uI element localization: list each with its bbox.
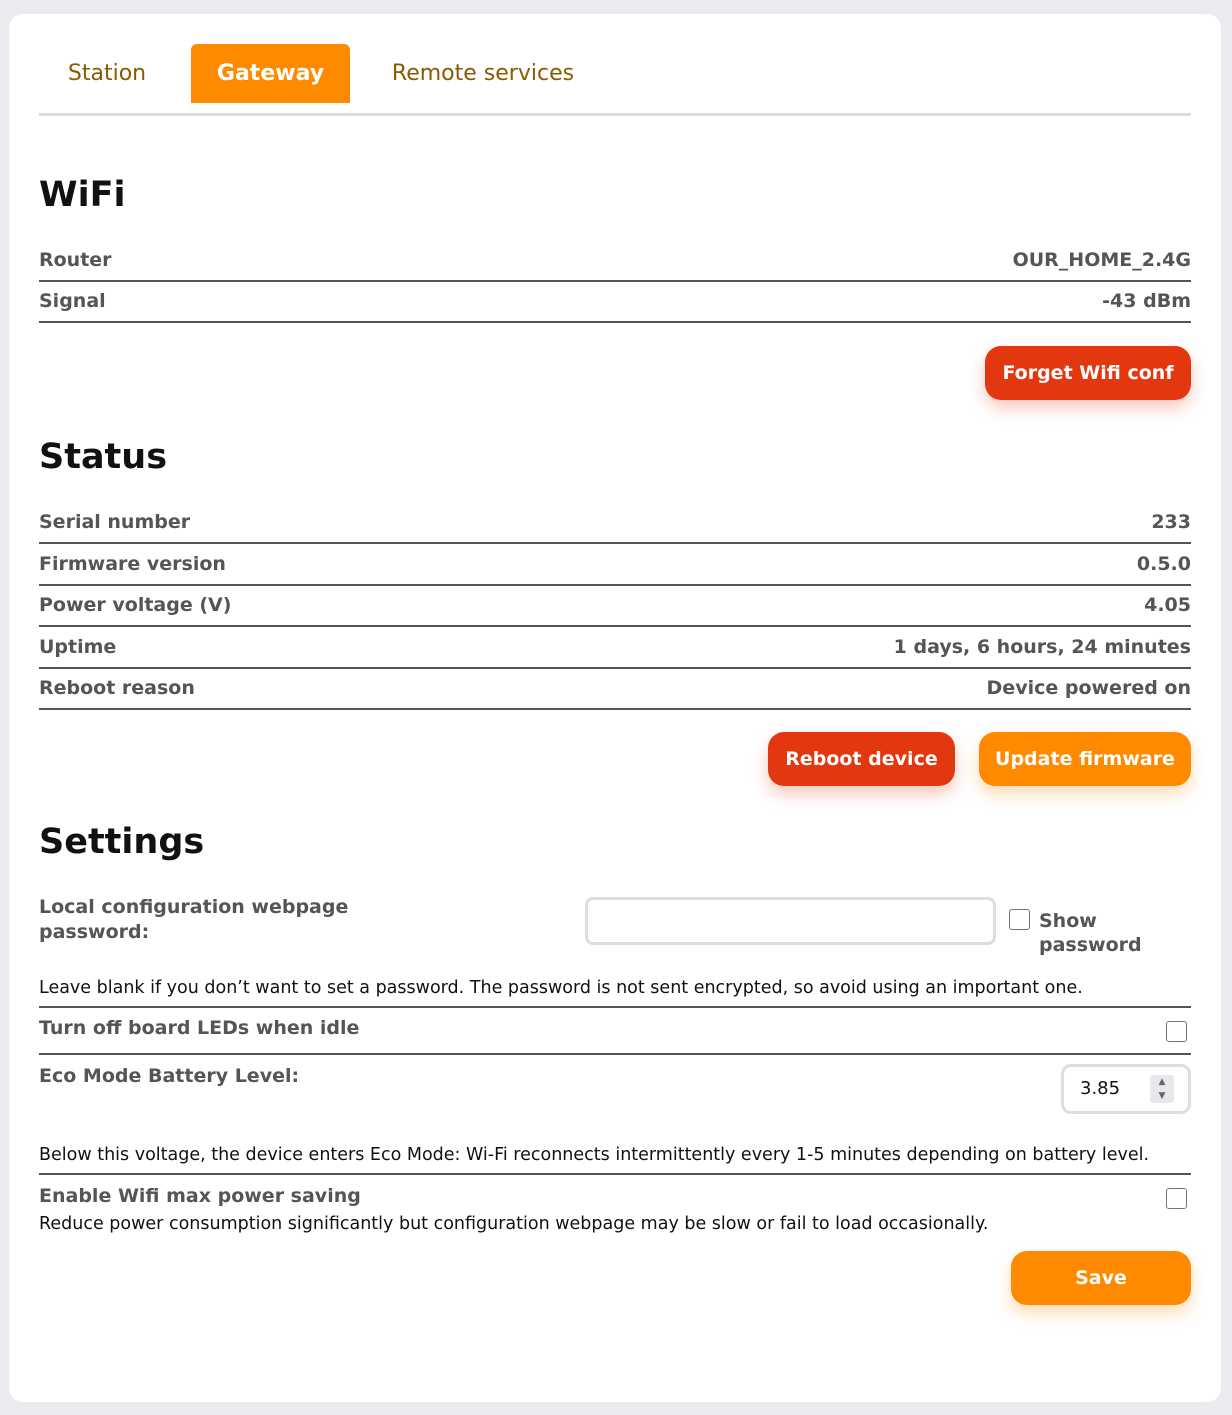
firmware-value: 0.5.0	[1136, 552, 1191, 575]
save-button[interactable]: Save	[1011, 1251, 1191, 1305]
wifi-heading: WiFi	[39, 175, 126, 215]
firmware-row	[39, 544, 1191, 586]
divider	[39, 1173, 1191, 1175]
eco-label: Eco Mode Battery Level:	[39, 1065, 300, 1087]
router-value: OUR_HOME_2.4G	[1012, 248, 1191, 271]
uptime-value: 1 days, 6 hours, 24 minutes	[893, 635, 1191, 658]
forget-wifi-button[interactable]: Forget Wifi conf	[985, 346, 1191, 400]
router-label: Router	[39, 248, 112, 271]
signal-label: Signal	[39, 289, 106, 312]
router-row	[39, 240, 1191, 282]
reboot-reason-row	[39, 668, 1191, 710]
show-password-checkbox[interactable]	[1009, 909, 1030, 930]
divider	[39, 1006, 1191, 1008]
password-label: Local configuration webpage password:	[39, 896, 349, 943]
eco-hint: Below this voltage, the device enters Eco Mode: Wi-Fi reconnects intermittently every 1-5 minutes depending on battery level.	[39, 1145, 1150, 1165]
voltage-value: 4.05	[1144, 593, 1191, 616]
signal-value: -43 dBm	[1102, 289, 1191, 312]
leds-checkbox[interactable]	[1166, 1021, 1187, 1042]
powersave-checkbox[interactable]	[1166, 1188, 1187, 1209]
signal-row	[39, 281, 1191, 323]
show-password-label[interactable]: Show password	[1039, 910, 1142, 956]
reboot-reason-label: Reboot reason	[39, 676, 195, 699]
reboot-device-button[interactable]: Reboot device	[768, 732, 955, 786]
divider	[39, 1053, 1191, 1055]
reboot-reason-value: Device powered on	[986, 676, 1191, 699]
uptime-label: Uptime	[39, 635, 117, 658]
status-heading: Status	[39, 437, 168, 477]
voltage-row	[39, 585, 1191, 627]
main-card	[9, 14, 1221, 1402]
password-input[interactable]	[585, 897, 996, 945]
leds-label: Turn off board LEDs when idle	[39, 1017, 360, 1039]
firmware-label: Firmware version	[39, 552, 226, 575]
tab-bar	[39, 44, 1191, 116]
spinner-arrows-icon[interactable]: ▲ ▼	[1150, 1075, 1174, 1103]
serial-value: 233	[1151, 510, 1191, 533]
eco-battery-input[interactable]	[1061, 1064, 1191, 1114]
tab-gateway[interactable]: Gateway	[191, 44, 350, 103]
tab-remote-services[interactable]: Remote services	[391, 61, 575, 86]
powersave-hint: Reduce power consumption significantly but configuration webpage may be slow or fail to load occasionally.	[39, 1214, 989, 1234]
powersave-label: Enable Wifi max power saving	[39, 1185, 361, 1207]
eco-battery-value: 3.85	[1080, 1078, 1121, 1099]
password-hint: Leave blank if you don’t want to set a password. The password is not sent encrypted, so avoid using an important one.	[39, 978, 1083, 998]
serial-row	[39, 502, 1191, 544]
tab-station[interactable]: Station	[67, 61, 147, 86]
settings-heading: Settings	[39, 822, 205, 862]
uptime-row	[39, 627, 1191, 669]
update-firmware-button[interactable]: Update firmware	[979, 732, 1191, 786]
voltage-label: Power voltage (V)	[39, 593, 232, 616]
serial-label: Serial number	[39, 510, 191, 533]
